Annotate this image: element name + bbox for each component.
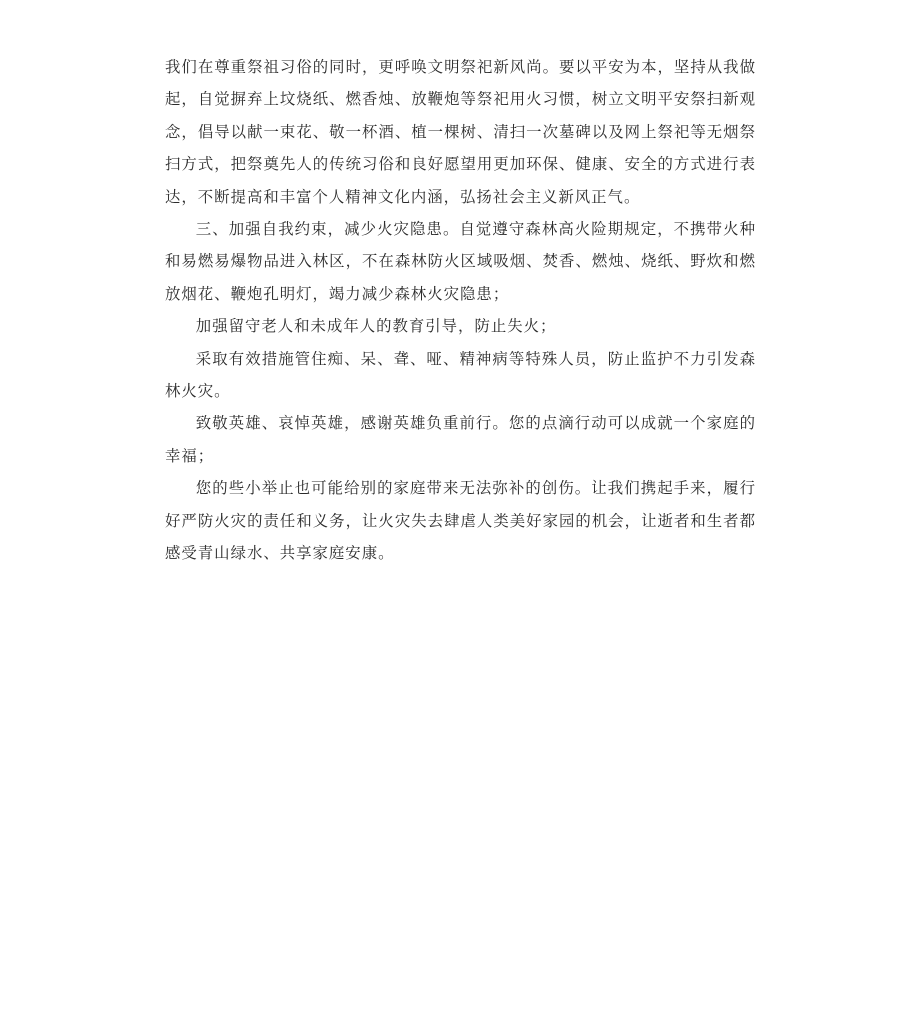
paragraph-5: 致敬英雄、哀悼英雄，感谢英雄负重前行。您的点滴行动可以成就一个家庭的幸福；	[165, 414, 756, 465]
paragraph-1: 我们在尊重祭祖习俗的同时，更呼唤文明祭祀新风尚。要以平安为本，坚持从我做起，自觉摒弃上坟烧纸、燃香烛、放鞭炮等祭祀用火习惯，树立文明平安祭扫新观念，倡导以献一束花、敬一杯酒、植一棵树、清扫一次墓碑以及网上祭祀等无烟祭扫方式，把祭奠先人的传统习俗和良好愿望用更加环保、健康、安全的方式进行表达，不断提高和丰富个人精神文化内涵，弘扬社会主义新风正气。	[165, 58, 756, 206]
paragraph-6: 您的些小举止也可能给别的家庭带来无法弥补的创伤。让我们携起手来，履行好严防火灾的责任和义务，让火灾失去肆虐人类美好家园的机会，让逝者和生者都感受青山绿水、共享家庭安康。	[165, 479, 756, 563]
paragraph-2: 三、加强自我约束，减少火灾隐患。自觉遵守森林高火险期规定，不携带火种和易燃易爆物品进入林区，不在森林防火区域吸烟、焚香、燃烛、烧纸、野炊和燃放烟花、鞭炮孔明灯，竭力减少森林火灾隐患；	[165, 220, 756, 303]
paragraph-3: 加强留守老人和未成年人的教育引导，防止失火；	[195, 317, 557, 336]
document-body	[165, 51, 756, 570]
paragraph-4: 采取有效措施管住痴、呆、聋、哑、精神病等特殊人员，防止监护不力引发森林火灾。	[165, 349, 756, 401]
